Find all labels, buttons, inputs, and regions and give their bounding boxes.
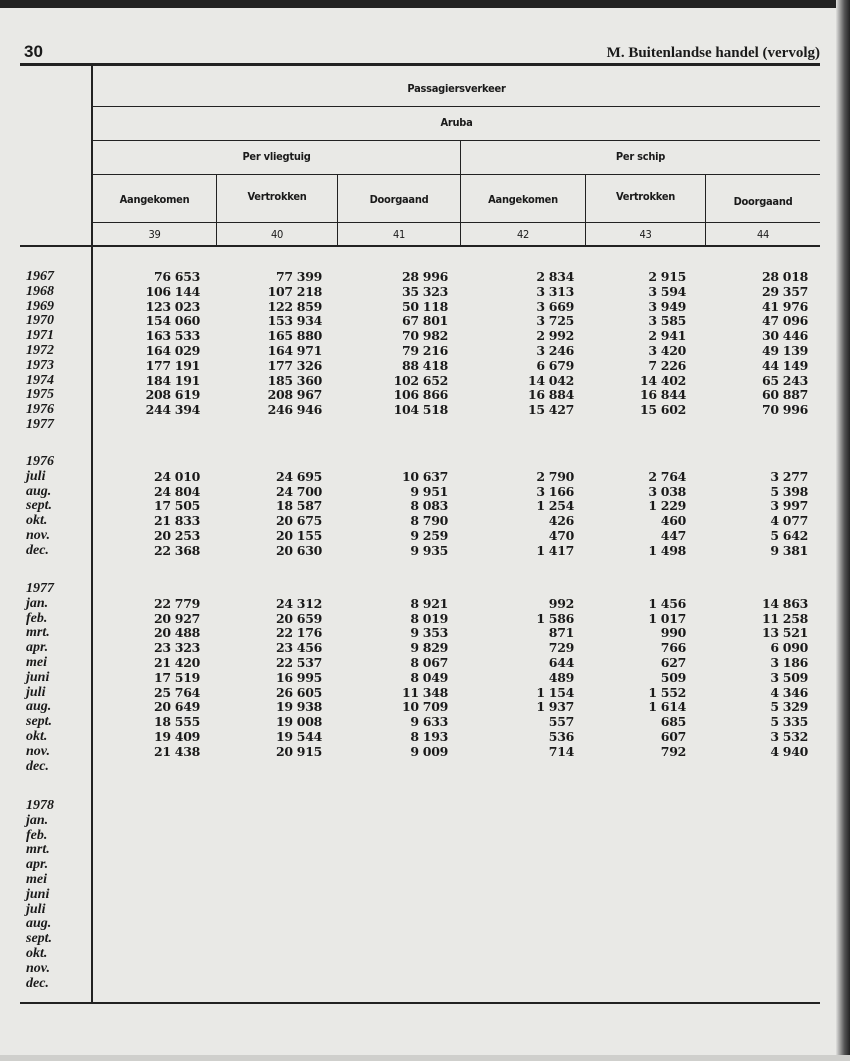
header-rule — [93, 174, 820, 175]
table-cell: 3 594 — [648, 283, 686, 299]
table-row — [20, 359, 820, 374]
table-cell: 70 982 — [401, 328, 448, 344]
table-cell: 9 935 — [410, 542, 448, 558]
header-region: Aruba — [440, 116, 473, 129]
column-header: Aangekomen — [119, 193, 190, 206]
table-cell: 15 602 — [639, 402, 686, 418]
table-row — [20, 270, 820, 285]
row-label: 1975 — [26, 387, 54, 403]
row-label: mrt. — [26, 625, 50, 641]
table-cell: 766 — [660, 640, 686, 656]
table-row — [20, 374, 820, 389]
table-cell: 24 700 — [275, 483, 322, 499]
table-cell: 16 884 — [527, 387, 574, 403]
table-cell: 1 254 — [536, 498, 574, 514]
table-row — [20, 656, 820, 671]
table-cell: 6 679 — [536, 357, 574, 373]
table-block — [20, 582, 820, 774]
table-cell: 70 996 — [761, 402, 808, 418]
row-label: sept. — [26, 714, 53, 730]
table-row — [20, 715, 820, 730]
table-cell: 17 519 — [153, 669, 200, 685]
table-cell: 3 509 — [770, 669, 808, 685]
block-year-label: 1978 — [26, 798, 54, 813]
header-rule — [93, 106, 820, 107]
column-number: 39 — [148, 228, 161, 241]
table-block — [20, 270, 820, 433]
table-cell: 20 488 — [153, 625, 200, 641]
table-cell: 20 649 — [153, 699, 200, 715]
header-mode-air: Per vliegtuig — [242, 150, 311, 163]
column-divider — [216, 174, 217, 245]
row-label: mei — [26, 871, 47, 887]
table-cell: 1 154 — [536, 684, 574, 700]
table-cell: 3 997 — [770, 498, 808, 514]
table-cell: 20 659 — [275, 610, 322, 626]
table-cell: 1 498 — [648, 542, 686, 558]
table-cell: 165 880 — [267, 328, 322, 344]
table-row — [20, 730, 820, 745]
section-title: M. Buitenlandse handel (vervolg) — [606, 45, 820, 61]
column-header: Vertrokken — [247, 190, 307, 203]
row-label: 1972 — [26, 342, 54, 358]
table-cell: 177 191 — [145, 357, 200, 373]
table-cell: 9 381 — [770, 542, 808, 558]
row-label: aug. — [26, 483, 52, 499]
table-cell: 122 859 — [267, 298, 322, 314]
table-cell: 3 166 — [536, 483, 574, 499]
table-cell: 16 844 — [639, 387, 686, 403]
table-cell: 3 532 — [770, 728, 808, 744]
table-cell: 18 587 — [275, 498, 322, 514]
table-cell: 79 216 — [401, 342, 448, 358]
page-number: 30 — [24, 42, 43, 61]
table-cell: 19 544 — [275, 728, 322, 744]
table-cell: 8 790 — [410, 513, 448, 529]
block-title-row — [20, 582, 820, 597]
table-cell: 163 533 — [145, 328, 200, 344]
table-cell: 557 — [548, 714, 574, 730]
table-cell: 10 709 — [401, 699, 448, 715]
column-number: 42 — [516, 228, 530, 241]
table-row — [20, 641, 820, 656]
column-header: Doorgaand — [733, 195, 793, 208]
table-cell: 28 018 — [761, 269, 808, 284]
table-cell: 76 653 — [153, 269, 200, 284]
row-label: 1967 — [26, 269, 54, 284]
table-cell: 714 — [548, 743, 574, 759]
table-cell: 22 368 — [153, 542, 200, 558]
column-number: 40 — [270, 228, 284, 241]
table-cell: 208 619 — [145, 387, 200, 403]
table-cell: 106 144 — [145, 283, 200, 299]
table-cell: 154 060 — [145, 313, 200, 329]
table-row — [20, 843, 820, 858]
table-row — [20, 903, 820, 918]
row-label: 1976 — [26, 402, 54, 418]
row-label: 1971 — [26, 328, 54, 344]
row-label: juni — [26, 669, 50, 685]
column-header: Doorgaand — [369, 193, 429, 206]
block-year-label: 1977 — [26, 581, 54, 596]
table-cell: 23 456 — [275, 640, 322, 656]
table-row — [20, 388, 820, 403]
table-cell: 8 921 — [410, 595, 448, 611]
row-label: dec. — [26, 975, 49, 991]
table-row — [20, 470, 820, 485]
bottom-rule — [20, 1002, 820, 1004]
table-row — [20, 329, 820, 344]
table-cell: 8 083 — [410, 498, 448, 514]
table-cell: 21 420 — [153, 654, 200, 670]
row-label: 1969 — [26, 298, 54, 314]
table-cell: 2 941 — [648, 328, 686, 344]
table-cell: 60 887 — [761, 387, 808, 403]
table-cell: 1 456 — [648, 595, 686, 611]
table-row — [20, 858, 820, 873]
table-cell: 26 605 — [275, 684, 322, 700]
table-row — [20, 529, 820, 544]
column-number: 41 — [392, 228, 406, 241]
table-cell: 15 427 — [527, 402, 574, 418]
table-cell: 20 915 — [275, 743, 322, 759]
table-cell: 10 637 — [401, 468, 448, 484]
scan-edge-top — [0, 0, 850, 8]
table-cell: 50 118 — [401, 298, 448, 314]
row-label: feb. — [26, 610, 48, 626]
row-label: 1970 — [26, 313, 54, 329]
table-cell: 25 764 — [153, 684, 200, 700]
table-cell: 67 801 — [401, 313, 448, 329]
column-number: 44 — [756, 228, 770, 241]
table-cell: 20 253 — [153, 527, 200, 543]
table-row — [20, 962, 820, 977]
table-cell: 3 420 — [648, 342, 686, 358]
table-cell: 3 949 — [648, 298, 686, 314]
table-row — [20, 514, 820, 529]
table-cell: 2 790 — [536, 468, 574, 484]
table-row — [20, 977, 820, 992]
table-cell: 627 — [660, 654, 686, 670]
table-cell: 28 996 — [401, 269, 448, 284]
table-cell: 49 139 — [761, 342, 808, 358]
row-label: nov. — [26, 743, 50, 759]
table-cell: 35 323 — [401, 283, 448, 299]
table-row — [20, 285, 820, 300]
table-row — [20, 829, 820, 844]
table-block — [20, 799, 820, 991]
table-cell: 44 149 — [761, 357, 808, 373]
table-cell: 22 779 — [153, 595, 200, 611]
table-cell: 426 — [548, 513, 574, 529]
table-cell: 22 176 — [275, 625, 322, 641]
row-label: okt. — [26, 513, 48, 529]
table-cell: 3 313 — [536, 283, 574, 299]
table-row — [20, 888, 820, 903]
table-cell: 9 353 — [410, 625, 448, 641]
column-header: Aangekomen — [488, 193, 558, 206]
table-cell: 246 946 — [267, 402, 322, 418]
table-row — [20, 700, 820, 715]
table-cell: 5 398 — [770, 483, 808, 499]
table-cell: 88 418 — [401, 357, 448, 373]
row-label: aug. — [26, 699, 52, 715]
row-label: nov. — [26, 960, 50, 976]
table-row — [20, 485, 820, 500]
table-row — [20, 544, 820, 559]
table-cell: 871 — [548, 625, 574, 641]
row-label: feb. — [26, 827, 48, 843]
table-cell: 1 586 — [536, 610, 574, 626]
table-cell: 3 038 — [648, 483, 686, 499]
table-cell: 5 329 — [770, 699, 808, 715]
mode-divider — [460, 140, 461, 245]
table-cell: 685 — [660, 714, 686, 730]
header-mode-ship: Per schip — [615, 150, 666, 163]
block-title-row — [20, 455, 820, 470]
block-title-row — [20, 799, 820, 814]
table-cell: 5 642 — [770, 527, 808, 543]
table-cell: 164 971 — [267, 342, 322, 358]
row-label: sept. — [26, 498, 53, 514]
table-cell: 11 258 — [761, 610, 808, 626]
table-cell: 106 866 — [393, 387, 448, 403]
table-cell: 1 552 — [648, 684, 686, 700]
table-cell: 3 725 — [536, 313, 574, 329]
table-cell: 3 669 — [536, 298, 574, 314]
table-cell: 9 951 — [410, 483, 448, 499]
table-cell: 2 834 — [536, 269, 574, 284]
table-cell: 20 675 — [275, 513, 322, 529]
table-cell: 47 096 — [761, 313, 808, 329]
table-cell: 9 259 — [410, 527, 448, 543]
table-cell: 729 — [548, 640, 574, 656]
table-cell: 244 394 — [145, 402, 200, 418]
row-label: apr. — [26, 640, 49, 656]
row-label: jan. — [26, 595, 49, 611]
table-cell: 153 934 — [267, 313, 322, 329]
table-cell: 644 — [548, 654, 574, 670]
table-row — [20, 597, 820, 612]
table-cell: 24 010 — [153, 468, 200, 484]
table-row — [20, 403, 820, 418]
table-cell: 30 446 — [761, 328, 808, 344]
table-cell: 1 937 — [536, 699, 574, 715]
table-cell: 20 630 — [275, 542, 322, 558]
table-cell: 20 155 — [275, 527, 322, 543]
table-row — [20, 612, 820, 627]
row-label: juli — [26, 901, 46, 917]
table-cell: 990 — [660, 625, 686, 641]
table-cell: 1 614 — [648, 699, 686, 715]
row-label: mrt. — [26, 842, 50, 858]
table-cell: 21 438 — [153, 743, 200, 759]
column-number: 43 — [639, 228, 652, 241]
table-row — [20, 300, 820, 315]
table-cell: 1 229 — [648, 498, 686, 514]
table-cell: 24 804 — [153, 483, 200, 499]
header-rule — [93, 222, 820, 223]
table-row — [20, 499, 820, 514]
table-cell: 792 — [660, 743, 686, 759]
table-cell: 536 — [548, 728, 574, 744]
row-label: dec. — [26, 542, 49, 558]
table-cell: 14 042 — [527, 372, 574, 388]
table-row — [20, 814, 820, 829]
table-cell: 9 829 — [410, 640, 448, 656]
table-cell: 14 402 — [639, 372, 686, 388]
table-block — [20, 455, 820, 559]
table-cell: 102 652 — [393, 372, 448, 388]
table-cell: 17 505 — [153, 498, 200, 514]
row-label: mei — [26, 654, 47, 670]
table-cell: 41 976 — [761, 298, 808, 314]
table-cell: 19 938 — [275, 699, 322, 715]
table-cell: 164 029 — [145, 342, 200, 358]
row-label: 1968 — [26, 283, 54, 299]
table-cell: 184 191 — [145, 372, 200, 388]
row-label: 1974 — [26, 372, 54, 388]
table-row — [20, 745, 820, 760]
block-year-label: 1976 — [26, 454, 54, 469]
table-cell: 23 323 — [153, 640, 200, 656]
table-cell: 607 — [660, 728, 686, 744]
table-row — [20, 671, 820, 686]
row-label: sept. — [26, 931, 53, 947]
row-label: juli — [26, 468, 46, 484]
row-label: aug. — [26, 916, 52, 932]
table-cell: 3 246 — [536, 342, 574, 358]
table-cell: 24 312 — [275, 595, 322, 611]
table-row — [20, 873, 820, 888]
table-cell: 4 940 — [770, 743, 808, 759]
table-cell: 16 995 — [275, 669, 322, 685]
column-divider — [705, 174, 706, 245]
row-label: okt. — [26, 945, 48, 961]
top-rule — [20, 63, 820, 66]
table-cell: 208 967 — [267, 387, 322, 403]
column-divider — [337, 174, 338, 245]
table-cell: 4 346 — [770, 684, 808, 700]
table-cell: 2 764 — [648, 468, 686, 484]
table-cell: 8 193 — [410, 728, 448, 744]
table-cell: 8 049 — [410, 669, 448, 685]
column-header: Vertrokken — [615, 190, 676, 203]
table-cell: 22 537 — [275, 654, 322, 670]
table-cell: 6 090 — [770, 640, 808, 656]
table-cell: 21 833 — [153, 513, 200, 529]
scan-edge-right — [836, 0, 850, 1061]
table-cell: 8 019 — [410, 610, 448, 626]
table-cell: 29 357 — [761, 283, 808, 299]
scan-edge-bottom — [0, 1055, 850, 1061]
table-row — [20, 947, 820, 962]
table-row — [20, 760, 820, 775]
table-cell: 77 399 — [275, 269, 322, 284]
header-group: Passagiersverkeer — [407, 82, 506, 95]
table-cell: 460 — [660, 513, 686, 529]
row-label: 1973 — [26, 357, 54, 373]
table-cell: 3 277 — [770, 468, 808, 484]
table-row — [20, 626, 820, 641]
table-cell: 14 863 — [761, 595, 808, 611]
row-label: dec. — [26, 758, 49, 774]
table-cell: 1 017 — [648, 610, 686, 626]
table-cell: 24 695 — [275, 468, 322, 484]
table-cell: 4 077 — [770, 513, 808, 529]
table-cell: 1 417 — [536, 542, 574, 558]
row-label: 1977 — [26, 416, 54, 432]
table-cell: 2 915 — [648, 269, 686, 284]
table-cell: 9 633 — [410, 714, 448, 730]
row-label: juli — [26, 684, 46, 700]
table-cell: 447 — [660, 527, 686, 543]
table-cell: 11 348 — [401, 684, 448, 700]
table-cell: 177 326 — [267, 357, 322, 373]
table-cell: 9 009 — [410, 743, 448, 759]
table-row — [20, 686, 820, 701]
table-cell: 992 — [548, 595, 574, 611]
row-label: juni — [26, 886, 50, 902]
column-divider — [585, 174, 586, 245]
header-bottom-rule — [20, 245, 820, 247]
table-cell: 19 008 — [275, 714, 322, 730]
table-row — [20, 917, 820, 932]
table-cell: 8 067 — [410, 654, 448, 670]
table-cell: 13 521 — [761, 625, 808, 641]
table-cell: 65 243 — [761, 372, 808, 388]
row-label: nov. — [26, 527, 50, 543]
row-label: apr. — [26, 857, 49, 873]
table-cell: 5 335 — [770, 714, 808, 730]
table-cell: 104 518 — [393, 402, 448, 418]
table-cell: 185 360 — [267, 372, 322, 388]
header-rule — [93, 140, 820, 141]
table-cell: 3 585 — [648, 313, 686, 329]
table-cell: 18 555 — [153, 714, 200, 730]
table-cell: 509 — [660, 669, 686, 685]
table-row — [20, 932, 820, 947]
table-cell: 19 409 — [153, 728, 200, 744]
table-cell: 489 — [548, 669, 574, 685]
table-cell: 107 218 — [267, 283, 322, 299]
table-row — [20, 344, 820, 359]
table-cell: 2 992 — [536, 328, 574, 344]
row-label: jan. — [26, 812, 49, 828]
table-row — [20, 314, 820, 329]
row-label: okt. — [26, 728, 48, 744]
table-cell: 20 927 — [153, 610, 200, 626]
table-cell: 470 — [548, 527, 574, 543]
table-cell: 7 226 — [648, 357, 686, 373]
table-cell: 3 186 — [770, 654, 808, 670]
table-cell: 123 023 — [145, 298, 200, 314]
table-row — [20, 418, 820, 433]
